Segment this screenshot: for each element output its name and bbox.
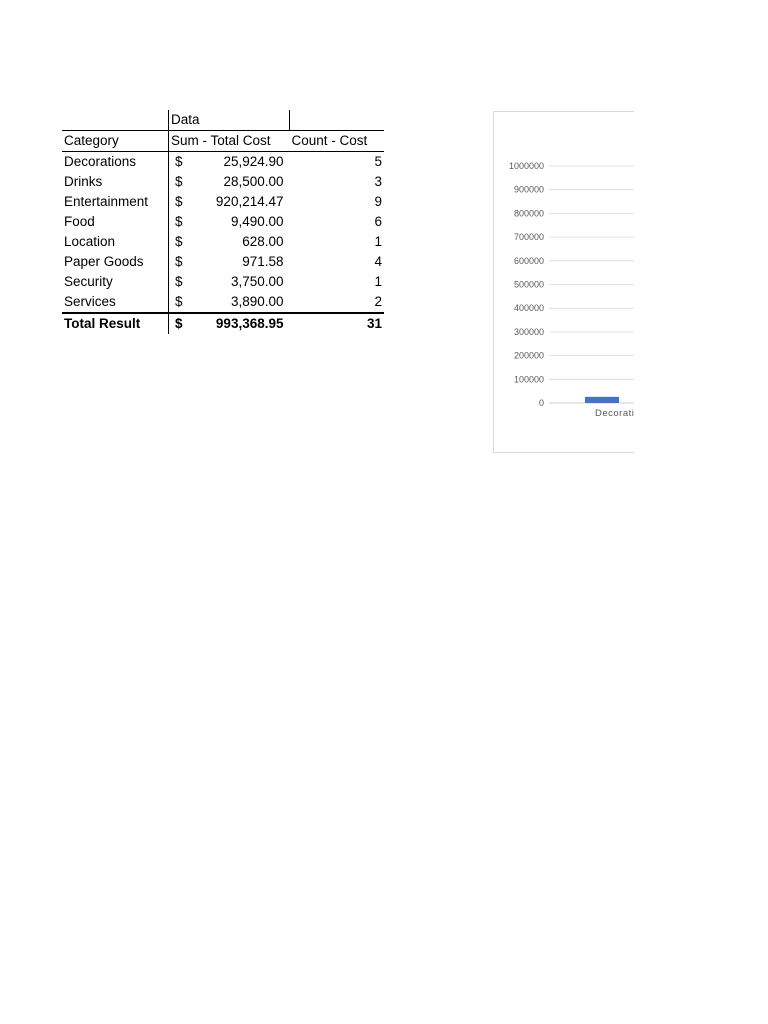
sum-value: 920,214.47 [215, 194, 284, 209]
category-cell: Entertainment [64, 194, 149, 209]
sum-value: 25,924.90 [223, 154, 284, 169]
sum-cell [169, 192, 290, 212]
sum-value: 3,890.00 [230, 294, 284, 309]
currency-symbol: $ [175, 214, 183, 229]
y-tick-label: 400000 [513, 303, 544, 314]
table-row [62, 232, 384, 252]
count-cell: 1 [374, 274, 382, 289]
sum-cell [169, 232, 290, 252]
y-tick-label: 200000 [513, 350, 544, 361]
count-header: Count - Cost [290, 131, 385, 152]
table-row [62, 292, 384, 313]
count-cell: 6 [374, 214, 382, 229]
table-row [62, 252, 384, 272]
count-cell: 3 [374, 174, 382, 189]
count-cell: 2 [374, 294, 382, 309]
currency-symbol: $ [175, 174, 183, 189]
pivot-table [62, 110, 384, 334]
category-header: Category [62, 131, 169, 152]
currency-symbol: $ [175, 194, 183, 209]
count-cell: 9 [374, 194, 382, 209]
sum-cell [169, 252, 290, 272]
x-category-label: Decorati [595, 408, 634, 419]
y-tick-label: 900000 [513, 184, 544, 195]
pivot-body [62, 152, 384, 314]
pivot-top-row [62, 110, 384, 131]
count-cell: 1 [374, 234, 382, 249]
sum-value: 3,750.00 [230, 274, 284, 289]
bar[interactable] [585, 397, 619, 403]
category-cell: Food [64, 214, 95, 229]
category-cell: Security [64, 274, 113, 289]
currency-symbol: $ [175, 234, 183, 249]
y-tick-label: 1000000 [508, 161, 544, 171]
y-tick-label: 100000 [513, 374, 544, 385]
sum-value: 9,490.00 [230, 214, 284, 229]
sum-cell [169, 152, 290, 173]
count-cell: 4 [374, 254, 382, 269]
total-label: Total Result [62, 313, 169, 334]
total-sum-value: 993,368.95 [215, 316, 284, 331]
y-tick-label: 800000 [513, 208, 544, 219]
sum-value: 628.00 [242, 234, 284, 249]
bar-chart [494, 112, 634, 452]
sum-cell [169, 212, 290, 232]
currency-symbol: $ [175, 274, 183, 289]
sum-value: 28,500.00 [223, 174, 284, 189]
currency-symbol: $ [175, 294, 183, 309]
category-cell: Location [64, 234, 116, 249]
sum-header: Sum - Total Cost [169, 131, 290, 152]
y-tick-label: 300000 [513, 326, 544, 337]
sum-cell [169, 272, 290, 292]
chart-panel[interactable] [493, 111, 634, 453]
currency-symbol: $ [175, 154, 183, 169]
total-row [62, 313, 384, 334]
total-sum-cell [169, 313, 290, 334]
category-cell: Drinks [64, 174, 103, 189]
table-row [62, 272, 384, 292]
pivot-corner-cell [62, 110, 169, 131]
y-tick-label: 0 [538, 398, 544, 408]
table-row [62, 212, 384, 232]
data-header: Data [169, 110, 290, 131]
currency-symbol: $ [175, 254, 183, 269]
total-count: 31 [290, 313, 385, 334]
y-tick-label: 500000 [513, 279, 544, 290]
sum-cell [169, 292, 290, 313]
category-cell: Decorations [64, 154, 137, 169]
table-row [62, 172, 384, 192]
pivot-header-row [62, 131, 384, 152]
pivot-empty-cell [290, 110, 385, 131]
y-tick-label: 700000 [513, 232, 544, 243]
category-cell: Paper Goods [64, 254, 144, 269]
table-row [62, 192, 384, 212]
currency-symbol: $ [175, 316, 183, 331]
category-cell: Services [64, 294, 116, 309]
table-row [62, 152, 384, 173]
sum-value: 971.58 [242, 254, 284, 269]
count-cell: 5 [374, 154, 382, 169]
sum-cell [169, 172, 290, 192]
y-tick-label: 600000 [513, 255, 544, 266]
